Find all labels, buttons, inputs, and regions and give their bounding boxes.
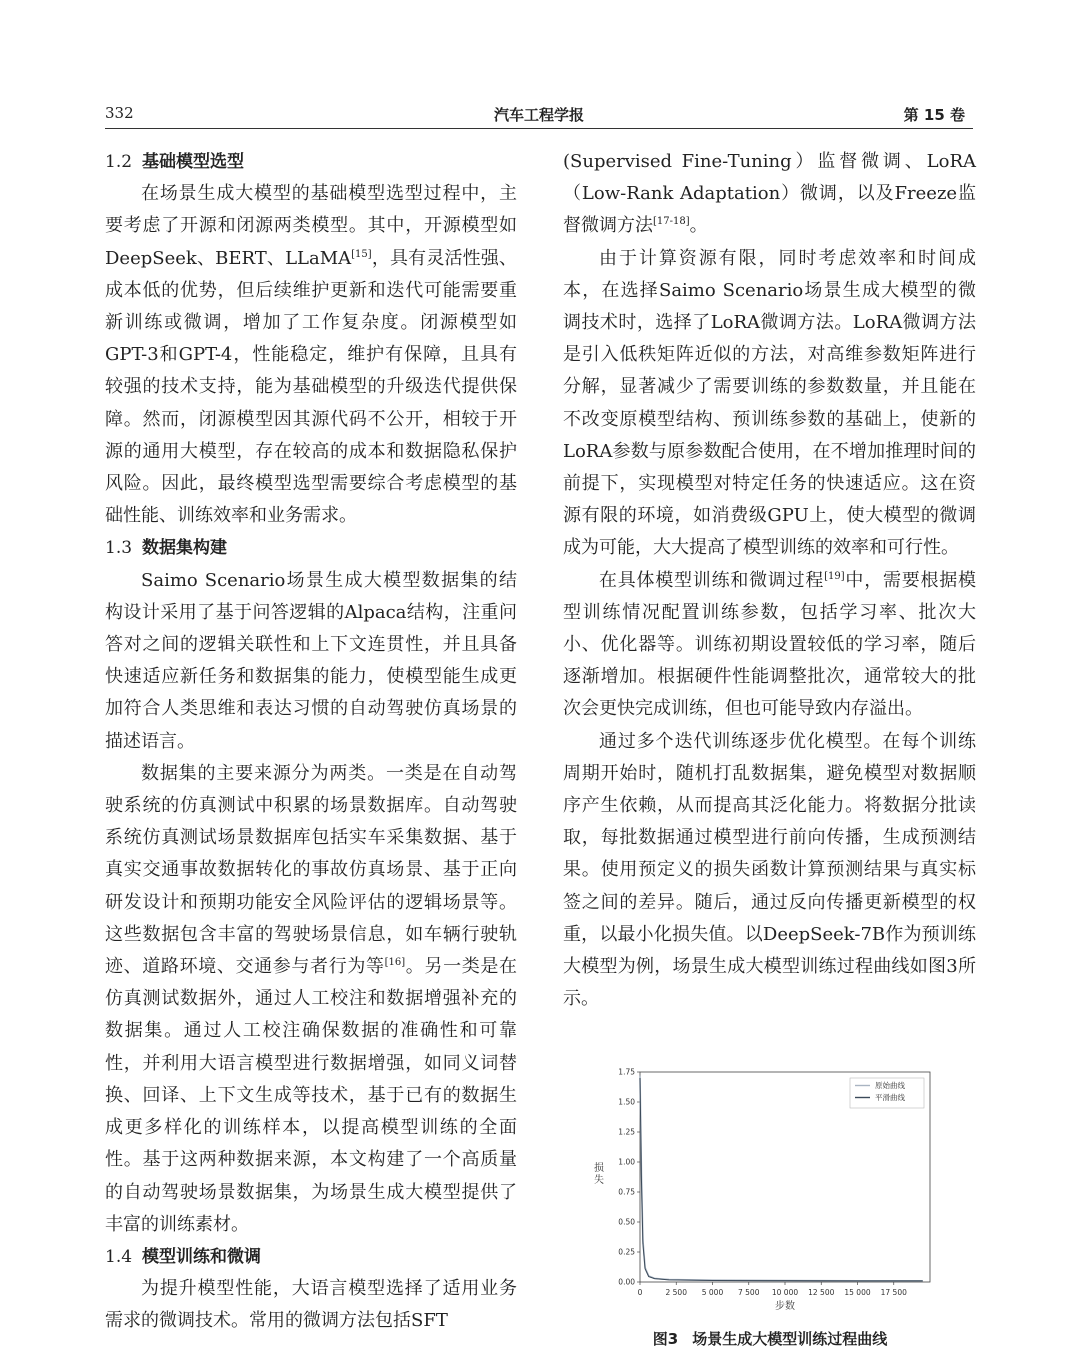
paragraph: 在场景生成大模型的基础模型选型过程中，主要考虑了开源和闭源两类模型。其中，开源模型如DeepSeek、BERT、LLaMA[15]，具有灵活性强、成本低的优势，但后续维护更新和迭代可能需要重新训练或微调，增加了工作复杂度。闭源模型如GPT-3和GPT-4，性能稳定，维护有保障，且具有较强的技术支持，能为基础模型的升级迭代提供保障。然而，闭源模型因其源代码不公开，相较于开源的通用大模型，存在较高的成本和数据隐私保护风险。因此，最终模型选型需要综合考虑模型的基础性能、训练效率和业务需求。 — [105, 183, 517, 527]
x-tick-label: 12 500 — [808, 1288, 835, 1297]
training-loss-chart — [585, 1062, 955, 1324]
citation: [17-18] — [653, 216, 690, 228]
left-column — [105, 146, 517, 1338]
y-tick-label: 1.25 — [618, 1127, 635, 1137]
section-title: 数据集构建 — [142, 538, 228, 559]
x-tick-label: 5 000 — [701, 1288, 724, 1297]
page-number: 332 — [105, 104, 134, 122]
paragraph: 在具体模型训练和微调过程[19]中，需要根据模型训练情况配置训练参数，包括学习率、批次大小、优化器等。训练初期设置较低的学习率，随后逐渐增加。根据硬件性能调整批次，通常较大的批次会更快完成训练，但也可能导致内存溢出。 — [563, 569, 977, 720]
paragraph: (Supervised Fine-Tuning）监督微调、LoRA（Low-Rank Adaptation）微调，以及Freeze监督微调方法[17-18]。 — [563, 151, 976, 237]
series-line — [640, 1078, 923, 1281]
figure-caption — [585, 1328, 955, 1349]
paragraph: 通过多个迭代训练逐步优化模型。在每个训练周期开始时，随机打乱数据集，避免模型对数据顺序产生依赖，从而提高其泛化能力。将数据分批读取，每批数据通过模型进行前向传播，生成预测结果。使用预定义的损失函数计算预测结果与真实标签之间的差异。随后，通过反向传播更新模型的权重，以最小化损失值。以DeepSeek-7B作为预训练大模型为例，场景生成大模型训练过程曲线如图3所示。 — [563, 730, 976, 1010]
right-column — [563, 146, 976, 1015]
section-number: 1.2 — [105, 152, 133, 172]
section-heading-1-4 — [105, 1241, 517, 1273]
citation: [15] — [351, 248, 372, 260]
section-title: 基础模型选型 — [142, 152, 245, 172]
paragraph: 数据集的主要来源分为两类。一类是在自动驾驶系统的仿真测试中积累的场景数据库。自动驾驶系统仿真测试场景数据库包括实车采集数据、基于真实交通事故数据转化的事故仿真场景、基于正向研发设计和预期功能安全风险评估的逻辑场景等。这些数据包含丰富的驾驶场景信息，如车辆行驶轨迹、道路环境、交通参与者行为等[16]。另一类是在仿真测试数据外，通过人工校注和数据增强补充的数据集。通过人工校注确保数据的准确性和可靠性，并利用大语言模型进行数据增强，如同义词替换、回译、上下文生成等技术，基于已有的数据生成更多样化的训练样本，以提高模型训练的全面性。基于这两种数据来源，本文构建了一个高质量的自动驾驶场景数据集，为场景生成大模型提供了丰富的训练素材。 — [105, 762, 518, 1235]
paragraph: 由于计算资源有限，同时考虑效率和时间成本，在选择Saimo Scenario场景生成大模型的微调技术时，选择了LoRA微调方法。LoRA微调方法是引入低秩矩阵近似的方法，对高维参数矩阵进行分解，显著减少了需要训练的参数数量，并且能在不改变原模型结构、预训练参数的基础上，使新的LoRA参数与原参数配合使用，在不增加推理时间的前提下，实现模型对特定任务的快速适应。这在资源有限的环境，如消费级GPU上，使大模型的微调成为可能，大大提高了模型训练的效率和可行性。 — [563, 247, 976, 559]
section-number: 1.3 — [105, 538, 133, 559]
y-tick-label: 0.25 — [618, 1247, 635, 1257]
figure-3 — [585, 1062, 955, 1362]
paragraph: Saimo Scenario场景生成大模型数据集的结构设计采用了基于问答逻辑的Alpaca结构，注重问答对之间的逻辑关联性和上下文连贯性，并且具备快速适应新任务和数据集的能力，使模型能生成更加符合人类思维和表达习惯的自动驾驶仿真场景的描述语言。 — [105, 569, 517, 752]
x-tick-label: 2 500 — [665, 1288, 687, 1297]
y-tick-label: 0.75 — [618, 1187, 635, 1197]
caption-text: 场景生成大模型训练过程曲线 — [692, 1330, 888, 1348]
legend-label: 平滑曲线 — [875, 1093, 905, 1102]
legend-label: 原始曲线 — [875, 1081, 905, 1090]
y-tick-label: 1.00 — [618, 1157, 635, 1167]
volume-label: 第 15 卷 — [903, 106, 965, 124]
y-axis-label: 损失 — [594, 1163, 604, 1186]
citation: [19] — [824, 570, 845, 582]
y-tick-label: 0.50 — [618, 1217, 635, 1227]
citation: [16] — [384, 957, 406, 969]
section-heading-1-2 — [105, 146, 517, 178]
caption-number: 图3 — [652, 1330, 679, 1348]
x-tick-label: 10 000 — [771, 1288, 799, 1297]
y-tick-label: 1.75 — [618, 1067, 635, 1077]
y-tick-label: 0.00 — [618, 1277, 635, 1287]
x-tick-label: 7 500 — [738, 1288, 760, 1297]
x-axis-label: 步数 — [775, 1301, 795, 1312]
x-tick-label: 0 — [637, 1288, 643, 1297]
section-heading-1-3 — [105, 532, 517, 564]
section-title: 模型训练和微调 — [142, 1246, 262, 1267]
x-tick-label: 15 000 — [844, 1288, 871, 1297]
page-header — [105, 102, 973, 129]
journal-title: 汽车工程学报 — [493, 106, 584, 124]
paragraph: 为提升模型性能，大语言模型选择了适用业务需求的微调技术。常用的微调方法包括SFT — [105, 1278, 517, 1332]
x-tick-label: 17 500 — [880, 1288, 907, 1297]
section-number: 1.4 — [105, 1246, 133, 1267]
y-tick-label: 1.50 — [618, 1097, 635, 1107]
